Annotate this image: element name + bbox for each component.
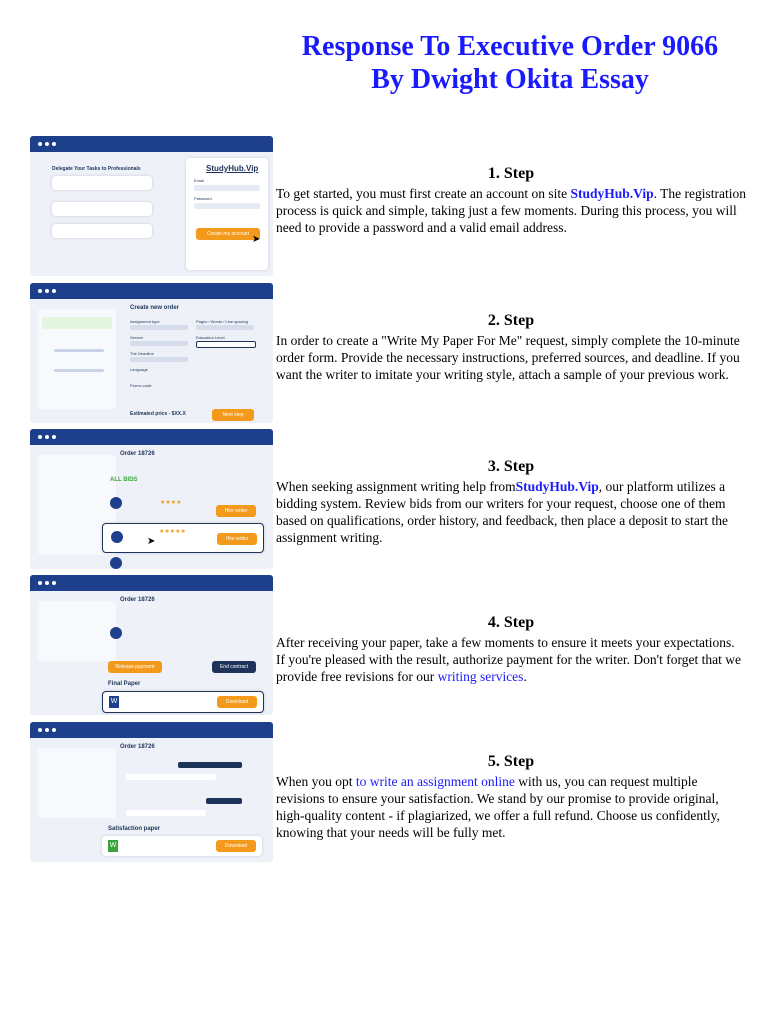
title-line-2: By Dwight Okita Essay	[371, 64, 649, 95]
step-1-screenshot	[30, 136, 273, 276]
step-5-text: 5. Step When you opt to write an assignment online with us, you can request multiple revisions to ensure your satisfaction. We stand by our promise to provide original, high-quality content - if plagiarized, we offer a full refund. Choose us confidently, knowing that your needs will be fully met.	[276, 752, 746, 841]
next-step-button[interactable]: Next step	[212, 409, 254, 421]
chat-message	[126, 810, 206, 816]
step-2	[0, 283, 768, 423]
writer-avatar	[110, 627, 122, 639]
password-field[interactable]	[194, 203, 260, 209]
step-1-text: 1. Step To get started, you must first create an account on site StudyHub.Vip. The registration process is quick and simple, taking just a few moments. During this process, you will need to provide a password and a valid email address.	[276, 165, 746, 235]
title-line-1: Response To Executive Order 9066	[301, 31, 719, 62]
cursor-icon: ➤	[252, 234, 261, 245]
cursor-icon: ➤	[147, 536, 156, 547]
step-4-text: 4. Step After receiving your paper, take a few moments to ensure it meets your expectations. If you're pleased with the result, authorize payment for the writer. Don't forget that we provide free revisions for our writing services.	[276, 613, 746, 685]
step-3-screenshot	[30, 429, 273, 569]
window-titlebar	[30, 722, 273, 738]
writing-services-link[interactable]: writing services	[437, 669, 524, 684]
order-steps-sidebar	[38, 309, 116, 409]
write-assignment-link[interactable]: to write an assignment online	[355, 774, 515, 789]
order-number: Order 18726	[120, 451, 155, 457]
release-payment-button[interactable]: Release payment	[108, 661, 162, 673]
satisfaction-paper-label: Satisfaction paper	[108, 826, 161, 832]
chat-message	[206, 798, 242, 804]
final-paper-label: Final Paper	[108, 681, 141, 687]
estimated-price: Estimated price - $XX.X	[130, 411, 186, 417]
word-file-icon: W	[108, 840, 118, 852]
step-4-screenshot	[30, 575, 273, 715]
order-number: Order 18726	[120, 744, 155, 750]
brand-logo: StudyHub.Vip	[206, 164, 259, 173]
step-heading: 4. Step	[487, 614, 535, 631]
window-titlebar	[30, 575, 273, 591]
delegate-title: Delegate Your Tasks to Professionals	[52, 166, 141, 172]
step-3-text: 3. Step When seeking assignment writing help fromStudyHub.Vip, our platform utilizes a bidding system. Review bids from our writers for your request, choose one of them based on qualifications, order history, and feedback, then place a deposit to start the assignment writing.	[276, 457, 746, 546]
order-details-sidebar	[38, 601, 116, 661]
step-5	[0, 722, 768, 862]
studyhub-link[interactable]: StudyHub.Vip	[515, 479, 599, 494]
hire-writer-button[interactable]: Hire writer	[217, 533, 257, 545]
feature-card	[52, 224, 152, 238]
window-titlebar	[30, 283, 273, 299]
rating-stars: ★★★★	[160, 499, 182, 506]
end-contract-button[interactable]: End contract	[212, 661, 256, 673]
page-title	[270, 30, 750, 96]
create-order-heading: Create new order	[130, 305, 180, 311]
feature-card	[52, 176, 152, 190]
email-label: Email	[194, 178, 205, 183]
writer-avatar	[110, 557, 122, 569]
step-heading: 5. Step	[487, 753, 535, 770]
window-titlebar	[30, 429, 273, 445]
signup-form	[186, 158, 268, 270]
window-titlebar	[30, 136, 273, 152]
step-2-screenshot: Create new order Assignment type Pages / Words / Line spacing Service Education Level The Deadline Language Promo code Estimated price - $XX.X Next step	[30, 283, 273, 423]
step-4	[0, 575, 768, 715]
create-account-button[interactable]: Create my account	[196, 228, 260, 240]
hire-writer-button[interactable]: Hire writer	[216, 505, 256, 517]
order-details-sidebar	[38, 748, 116, 818]
step-3	[0, 429, 768, 569]
step-heading: 3. Step	[487, 458, 535, 475]
writer-avatar	[110, 497, 122, 509]
step-heading: 1. Step	[487, 165, 535, 182]
selected-bid-card[interactable]: ★★★★★ Hire writer ➤	[102, 523, 264, 553]
email-field[interactable]	[194, 185, 260, 191]
satisfaction-paper-file[interactable]	[102, 836, 262, 856]
studyhub-link[interactable]: StudyHub.Vip	[570, 186, 654, 201]
step-2-text: 2. Step In order to create a "Write My Paper For Me" request, simply complete the 10-minute order form. Provide the necessary instructions, preferred sources, and deadline. If you want the writer to imitate your writing style, attach a sample of your previous work.	[276, 311, 746, 383]
chat-message	[126, 774, 216, 780]
word-file-icon: W	[109, 696, 119, 708]
feature-card	[52, 202, 152, 216]
download-button[interactable]: Download	[216, 840, 256, 852]
download-button[interactable]: Download	[217, 696, 257, 708]
chat-message	[178, 762, 242, 768]
step-heading: 2. Step	[487, 312, 535, 329]
step-1	[0, 136, 768, 276]
order-number: Order 18726	[120, 597, 155, 603]
final-paper-file[interactable]	[102, 691, 264, 713]
password-label: Password	[194, 196, 212, 201]
step-5-screenshot	[30, 722, 273, 862]
all-bids-label: ALL BIDS	[110, 477, 138, 483]
